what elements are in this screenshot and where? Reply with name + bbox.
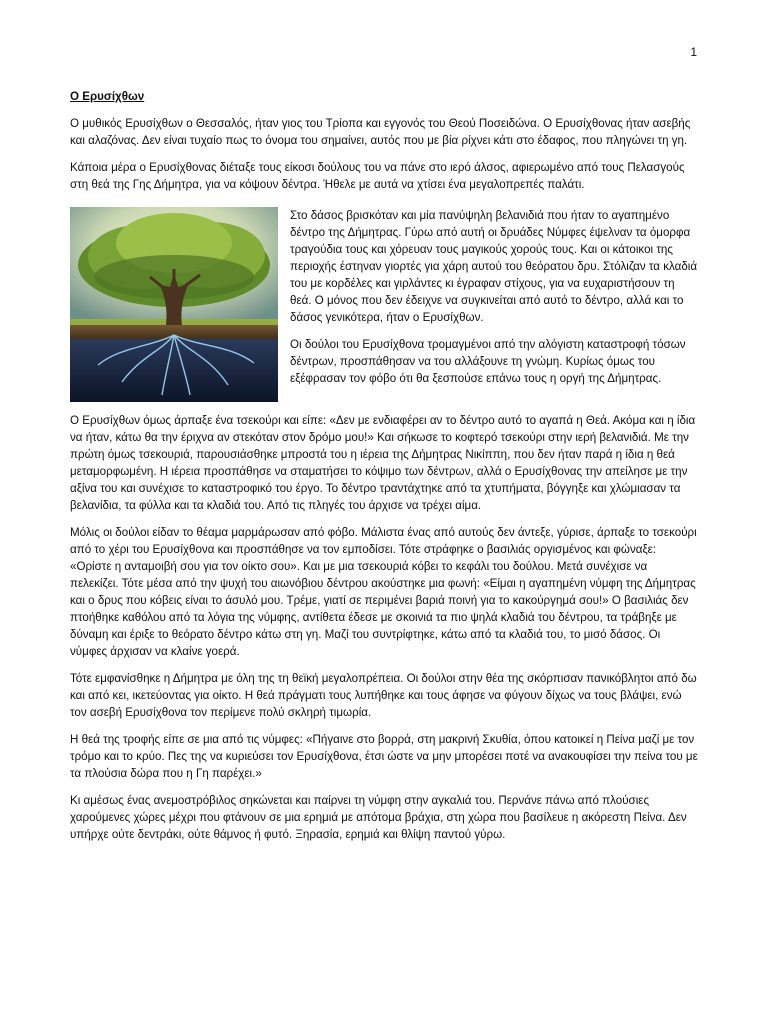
paragraph-1: Ο μυθικός Ερυσίχθων ο Θεσσαλός, ήταν γιος του Τρίοπα και εγγονός του Θεού Ποσειδώνα. Ο Ερυσίχθονας ήταν ασεβής και αλαζόνας. Δεν είναι τυχαίο πως το όνομα του σημαίνει, αυτός που με βία ρίχνει κάτι στο έδαφος, που πληγώνει τη γη. xyxy=(70,117,691,147)
page-number: 1 xyxy=(690,45,697,59)
paragraph-8: Η θεά της τροφής είπε σε μια από τις νύμφες: «Πήγαινε στο βορρά, στη μακρινή Σκυθία, όπου κατοικεί η Πείνα μαζί με τον τρόμο και το κρύο. Πες της να κυριεύσει τον Ερυσίχθονα, έτσι ώστε να μην μπορέσει ποτέ να ανακουφίσει την πείνα του με τα πλούσια δώρα που η Γη παρέχει.» xyxy=(70,733,698,780)
paragraph-7: Τότε εμφανίσθηκε η Δήμητρα με όλη της τη θεϊκή μεγαλοπρέπεια. Οι δούλοι στην θέα της σκόρπισαν πανικόβλητοι από δω και από κει, ικετεύοντας για οίκτο. Η θεά πράγματι τους λυπήθηκε και τους άφησε να φύγουν δίχως να τους βλάψει, ενώ τον ασεβή Ερυσίχθονα τον περίμενε πολύ σκληρή τιμωρία. xyxy=(70,672,697,719)
document-title: Ο Ερυσίχθων xyxy=(70,90,145,103)
tree-of-life-image xyxy=(70,207,278,402)
paragraph-3: Στο δάσος βρισκόταν και μία πανύψηλη βελανιδιά που ήταν το αγαπημένο δέντρο της Δήμητρας. Γύρω από αυτή οι δρυάδες Νύμφες έψελναν τα όμορφα τραγούδια τους και χόρευαν τους μαγικούς χορούς τους. Και οι κάτοικοι της περιοχής έστηναν γιορτές για χάρη αυτού του θεόρατου δρυ. Στόλιζαν τα κλαδιά του με κορδέλες και γιρλάντες κι έγραφαν στίχους, για να ευχαριστήσουν τη θεά. Ο μόνος που δεν έδειχνε να συγκινείται από αυτό το δέντρο, αλλά και το δάσος γενικότερα, ήταν ο Ερυσίχθων. xyxy=(290,209,698,324)
paragraph-4: Οι δούλοι του Ερυσίχθονα τρομαγμένοι από την αλόγιστη καταστροφή τόσων δέντρων, προσπάθησαν να του αλλάξουνε τη γνώμη. Κυρίως όμως του εξέφρασαν τον φόβο ότι θα ξεσπούσε επάνω τους η οργή της Δήμητρας. xyxy=(290,338,686,385)
paragraph-5: Ο Ερυσίχθων όμως άρπαξε ένα τσεκούρι και είπε: «Δεν με ενδιαφέρει αν το δέντρο αυτό το αγαπά η Θεά. Ακόμα και η ίδια να ήταν, κάτω θα την έριχνα αν στεκόταν στον δρόμο μου!» Και σήκωσε το κοφτερό τσεκούρι στην ιερή βελανιδιά. Με την πρώτη όμως τσεκουριά, παρουσιάσθηκε μπροστά του η ιέρεια της Δήμητρας Νικίππη, που δεν ήταν παρά η ίδια η θεά μεταμορφωμένη. Η ιέρεια προσπάθησε να σταματήσει το κόψιμο των δέντρων, αλλά ο Ερυσίχθονας την απείλησε με την αξίνα του και συνέχισε το καταστροφικό του έργο. Το δέντρο τραντάχτηκε από τα χτυπήματα, βόγγηξε και χλώμιασαν τα βελανίδια, τα φύλλα και τα κλαδιά του. Από τις πληγές του άρχισε να τρέχει αίμα. xyxy=(70,414,696,512)
paragraph-2: Κάποια μέρα ο Ερυσίχθονας διέταξε τους είκοσι δούλους του να πάνε στο ιερό άλσος, αφιερωμένο από τους Πελασγούς στη θεά της Γης Δήμητρα, για να κόψουν δέντρα. Ήθελε με αυτά να χτίσει ένα μεγαλοπρεπές παλάτι. xyxy=(70,161,685,191)
document-body xyxy=(70,88,698,853)
figure-text-column xyxy=(290,203,698,402)
paragraph-6: Μόλις οι δούλοι είδαν το θέαμα μαρμάρωσαν από φόβο. Μάλιστα ένας από αυτούς δεν άντεξε, γύρισε, άρπαξε το τσεκούρι από το χέρι του Ερυσίχθονα και προσπάθησε να τον εμποδίσει. Τότε στράφηκε ο βασιλιάς οργισμένος και φώναξε: «Ορίστε η ανταμοιβή σου για τον οίκτο σου». Και με μια τσεκουριά κόβει το κεφάλι του δούλου. Μετά συνέχισε να πελεκίζει. Τότε μέσα από την ψυχή του αιωνόβιου δέντρου ακούστηκε μια φωνή: «Είμαι η αγαπημένη νύμφη της Δήμητρας και ο δρυς που κόβεις είναι το άσυλό μου. Τρέμε, γιατί σε περιμένει βαριά ποινή για το κακούργημά σου!» Ο βασιλιάς δεν πτοήθηκε καθόλου από τα λόγια της νύμφης, αντίθετα έδεσε με σκοινιά τα πιο ψηλά κλαδιά του δέντρου, τα τράβηξε με δύναμη και έριξε το θεόρατο δέντρο κάτω στη γη. Μαζί του συντρίφτηκε, κάτω από τα κλαδιά του, το μισό δάσος. Οι νύμφες άρχισαν να κλαίνε γοερά. xyxy=(70,526,697,658)
paragraph-9: Κι αμέσως ένας ανεμοστρόβιλος σηκώνεται και παίρνει τη νύμφη στην αγκαλιά του. Περνάνε πάνω από πλούσιες χαρούμενες χώρες μέχρι που φτάνουν σε μια ερημιά με απότομα βράχια, στη χώρα που βασίλευε η ακόρεστη Πείνα. Δεν υπήρχε ούτε δεντράκι, ούτε θάμνος ή φυτό. Ξηρασία, ερημιά και θλίψη παντού γύρω. xyxy=(70,794,687,841)
figure-block xyxy=(70,203,698,402)
